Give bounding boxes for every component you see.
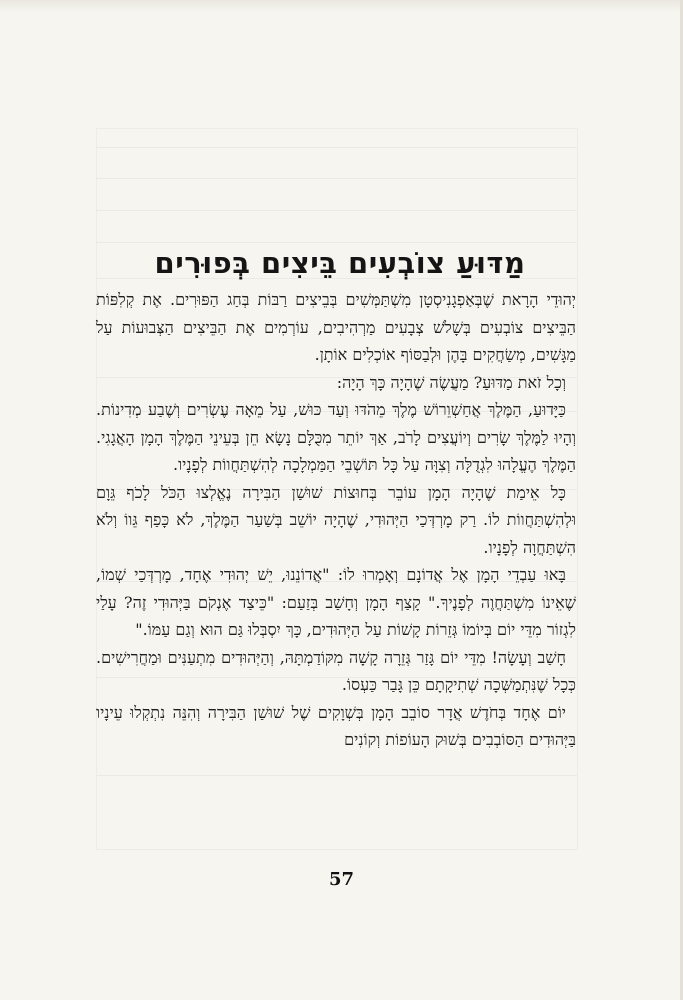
paragraph-decrees: חָשַׁב וְעָשָׂה! מִדֵּי יוֹם גָּזַר גְּזֵרָה קָשָׁה מִקּוֹדַמְתָּהּ, וְהַיְּהוּדִים מִתְעַנִּים וּמַחֲרִישִׁים. כְּכָל שֶׁנִּתְמַשְּׁכָה שְׁתִיקָתָם כֵּן גָּבַר כַּעְסוֹ.: [96, 647, 576, 694]
bleed-line: [97, 210, 577, 211]
page-number: 57: [328, 869, 355, 890]
page-title: מַדּוּעַ צוֹבְעִים בֵּיצִים בְּפוּרִים: [154, 246, 526, 281]
paragraph-king: כַּיָּדוּעַ, הַמֶּלֶךְ אֲחַשְׁוֵרוֹשׁ מֶלֶךְ מֵהֹדּוּ וְעַד כּוּשׁ, עַל מֵאָה עֶשְׂרִים וְשֶׁבַע מְדִינוֹת. וְהָיוּ לַמֶּלֶךְ שָׂרִים וְיוֹעֲצִים לָרֹב, אַךְ יוֹתֵר מִכֻּלָּם נָשָׂא חֵן בְּעֵינֵי הַמֶּלֶךְ הָמָן הָאֲגָגִי. הַמֶּלֶךְ הֶעֱלָהוּ לִגְדֻלָּה וְצִוָּה עַל כָּל תּוֹשְׁבֵי הַמַּמְלָכָה לְהִשְׁתַּחֲווֹת לְפָנָיו.: [96, 400, 576, 474]
paragraph-question: וְכָל זֹאת מַדּוּעַ? מַעֲשֶׂה שֶׁהָיָה כָּךְ הָיָה:: [336, 372, 566, 392]
bleed-line: [97, 147, 577, 148]
bleed-line: [97, 178, 577, 179]
bleed-line: [97, 775, 577, 776]
page-shadow: [0, 0, 683, 12]
paragraph-intro: יְהוּדֵי הָרָאת שֶׁבְּאַפְגָנִיסְטָן מִשְׁתַּמְּשִׁים בְּבֵיצִים רַבּוֹת בְּחַג הַפּוּרִים. אֶת קְלִפּוֹת הַבֵּיצִים צוֹבְעִים בְּשָׁלֹשׁ צְבָעִים מַרְהִיבִים, עוֹרְמִים אֶת הַבֵּיצִים הַצְּבוּעוֹת עַל מַגָּשִׁים, מְשַׂחֲקִים בָּהֶן וּלְבַסּוֹף אוֹכְלִים אוֹתָן.: [96, 290, 576, 364]
bleed-line: [97, 242, 577, 243]
paragraph-mordechai: כָּל אֵימַת שֶׁהָיָה הָמָן עוֹבֵר בְּחוּצוֹת שׁוּשַׁן הַבִּירָה נֶאֱלְצוּ הַכֹּל לָכֹף גֵּוָם וּלְהִשְׁתַּחֲווֹת לוֹ. רַק מָרְדְּכַי הַיְּהוּדִי, שֶׁהָיָה יוֹשֵׁב בְּשַׁעַר הַמֶּלֶךְ, לֹא כָּפַף גֵּווֹ וְלֹא הִשְׁתַּחֲוָה לְפָנָיו.: [96, 482, 576, 557]
paragraph-servants: בָּאוּ עַבְדֵי הָמָן אֶל אֲדוֹנָם וְאָמְרוּ לוֹ: "אֲדוֹנֵנוּ, יֵשׁ יְהוּדִי אֶחָד, מָרְדְּכַי שְׁמוֹ, שֶׁאֵינוֹ מִשְׁתַּחֲוֶה לְפָנֶיךָ." קָצַף הָמָן וְחָשַׁב בְּזַעַם: "כֵּיצַד אֶנְקֹם בַּיְּהוּדִי זֶה? עָלַי לִגְזוֹר מִדֵּי יוֹם בְּיוֹמוֹ גְּזֵרוֹת קָשׁוֹת עַל הַיְּהוּדִים, כָּךְ יִסְבְּלוּ גַּם הוּא וְגַם עַמּוֹ.": [96, 565, 576, 639]
paragraph-market: יוֹם אֶחָד בְּחֹדֶשׁ אֲדָר סוֹבֵב הָמָן בְּשְׁוָקִים שֶׁל שׁוּשַׁן הַבִּירָה וְהִנֵּה נִתְקְלוּ עֵינָיו בַּיְּהוּדִים הַסּוֹבְבִים בְּשׁוּק הָעוֹפוֹת וְקוֹנִים: [96, 702, 576, 749]
body-text: [96, 286, 576, 754]
